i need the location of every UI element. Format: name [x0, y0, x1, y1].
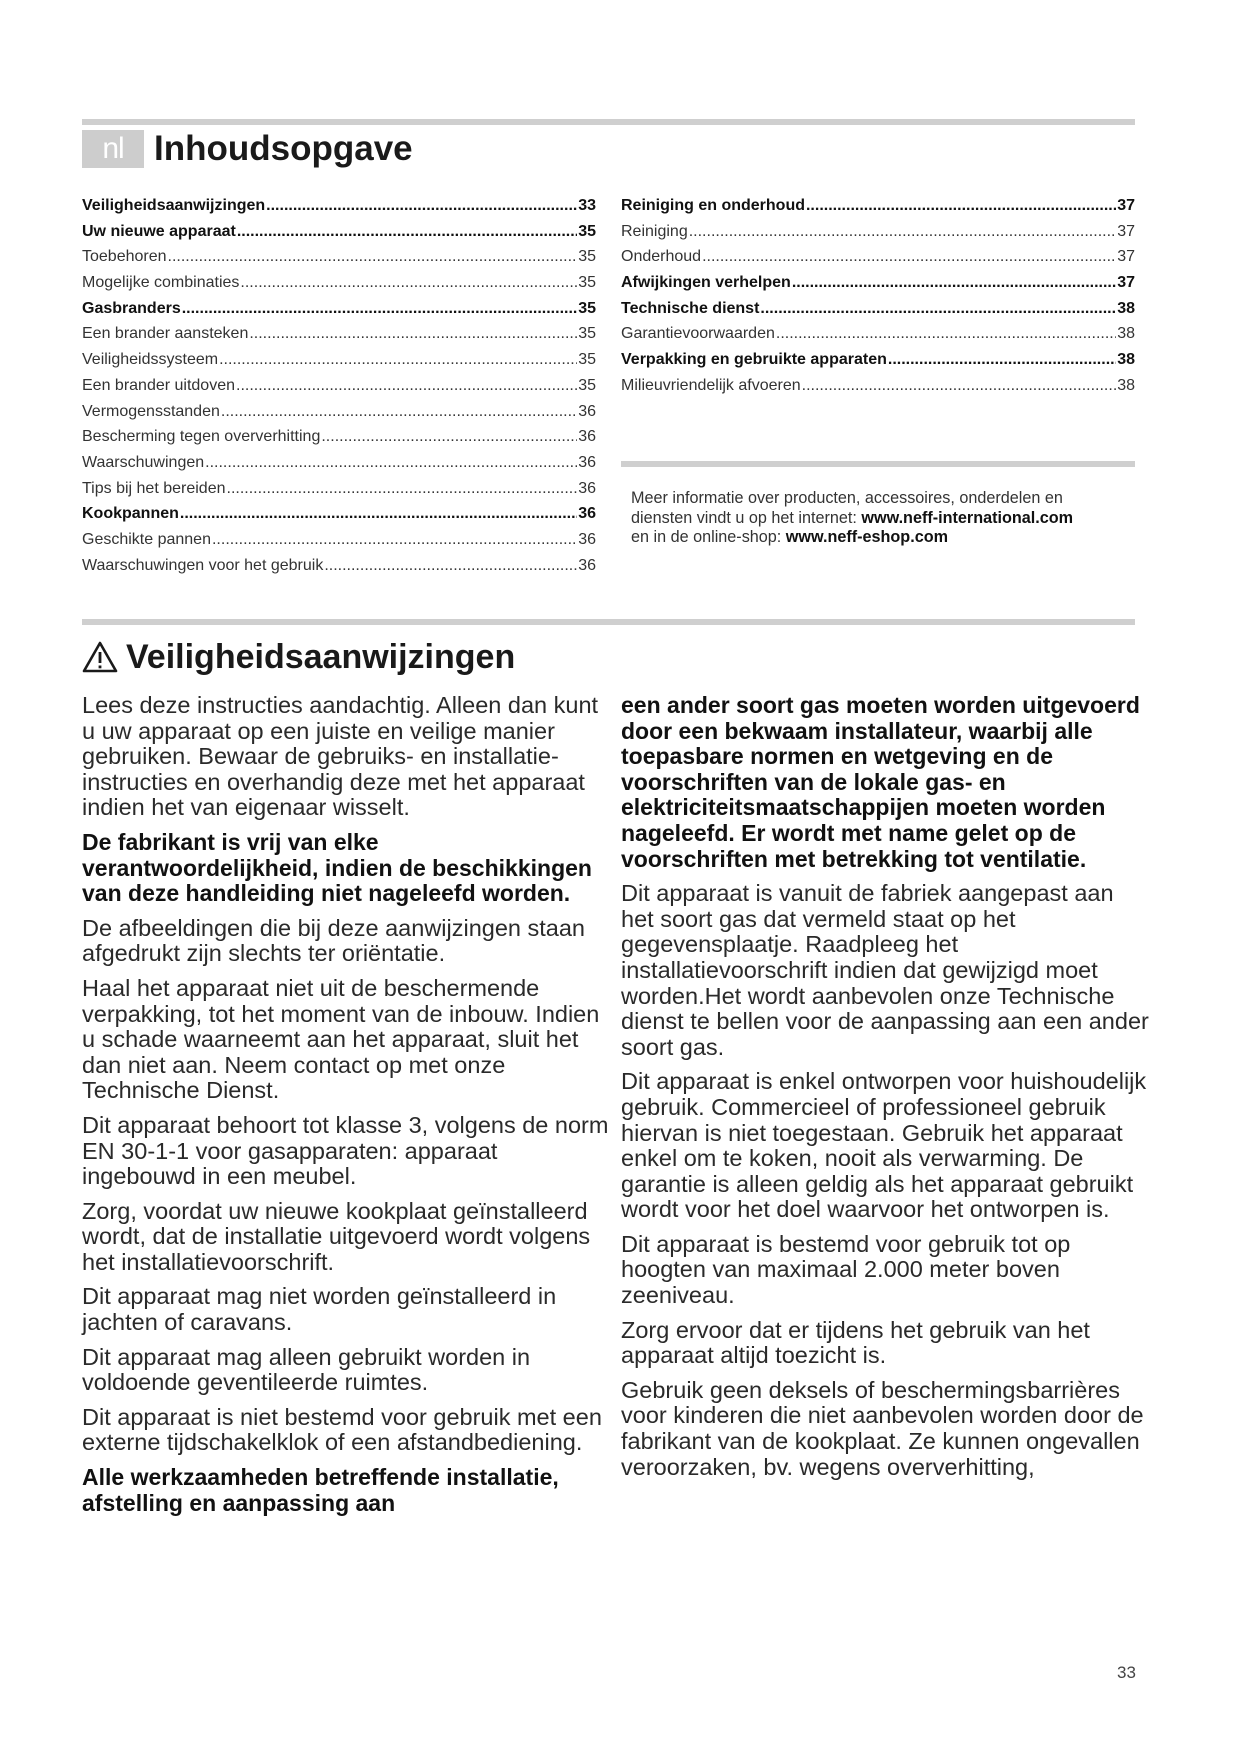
toc-leader-dots [205, 450, 577, 476]
toc-entry-title: Bescherming tegen oververhitting [82, 428, 321, 446]
toc-entry-title: Mogelijke combinaties [82, 274, 240, 292]
toc-leader-dots [219, 347, 577, 373]
toc-leader-dots [792, 270, 1116, 296]
toc-entry-title: Uw nieuwe apparaat [82, 222, 236, 240]
toc-entry[interactable] [621, 193, 1135, 219]
toc-entry-page: 36 [578, 505, 596, 523]
toc-entry[interactable] [82, 527, 596, 553]
toc-entry-page: 35 [578, 248, 596, 266]
toc-leader-dots [689, 219, 1116, 245]
toc-entry[interactable] [621, 321, 1135, 347]
toc-entry[interactable] [82, 219, 596, 245]
toc-entry-title: Reiniging [621, 222, 688, 240]
toc-leader-dots [168, 244, 578, 270]
body-paragraph: Zorg ervoor dat er tijdens het gebruik van het apparaat altijd toezicht is. [621, 1316, 1090, 1369]
toc-entry[interactable] [621, 296, 1135, 322]
toc-entry-title: Vermogensstanden [82, 402, 220, 420]
toc-leader-dots [221, 399, 577, 425]
toc-entry-title: Garantievoorwaarden [621, 325, 775, 343]
body-right-column [621, 693, 1151, 1489]
toc-leader-dots [249, 321, 577, 347]
toc-leader-dots [266, 193, 577, 219]
body-paragraph: Dit apparaat behoort tot klasse 3, volgens de norm EN 30-1-1 voor gasapparaten: apparaat ingebouwd in een meubel. [82, 1111, 609, 1190]
toc-leader-dots [182, 296, 577, 322]
toc-entry-page: 37 [1117, 222, 1135, 240]
toc-left-column [82, 193, 596, 578]
toc-entry-page: 36 [578, 428, 596, 446]
toc-entry-page: 35 [578, 325, 596, 343]
toc-entry-page: 33 [578, 197, 596, 214]
toc-entry-title: Technische dienst [621, 299, 760, 317]
toc-entry-title: Onderhoud [621, 248, 702, 266]
section-rule [82, 619, 1135, 625]
body-paragraph: Alle werkzaamheden betreffende installatie, afstelling en aanpassing aan [82, 1464, 559, 1516]
body-paragraph: De afbeeldingen die bij deze aanwijzingen staan afgedrukt zijn slechts ter oriëntatie. [82, 914, 586, 967]
body-left-column [82, 693, 612, 1525]
toc-entry-title: Waarschuwingen voor het gebruik [82, 556, 324, 574]
info-line-2-text: diensten vindt u op het internet: [631, 508, 862, 527]
toc-entry[interactable] [621, 347, 1135, 373]
toc-entry-page: 38 [1117, 376, 1135, 394]
toc-entry-title: Toebehoren [82, 248, 167, 266]
toc-leader-dots [802, 373, 1117, 399]
body-paragraph: Dit apparaat is bestemd voor gebruik tot op hoogten van maximaal 2.000 meter boven zeeniveau. [621, 1230, 1071, 1309]
toc-entry-page: 36 [578, 556, 596, 574]
website-link[interactable]: www.neff-international.com [861, 508, 1074, 527]
toc-leader-dots [240, 270, 577, 296]
body-paragraph: Zorg, voordat uw nieuwe kookplaat geïnstalleerd wordt, dat de installatie uitgevoerd wordt volgens het installatievoorschrift. [82, 1197, 591, 1275]
info-block [631, 489, 1151, 548]
toc-entry-title: Milieuvriendelijk afvoeren [621, 376, 801, 394]
toc-entry-title: Reiniging en onderhoud [621, 197, 805, 214]
toc-entry-title: Geschikte pannen [82, 530, 211, 548]
toc-entry[interactable] [82, 193, 596, 219]
warning-triangle-icon [82, 641, 118, 673]
toc-entry[interactable] [621, 219, 1135, 245]
info-line-1: Meer informatie over producten, accessoires, onderdelen en [631, 489, 1063, 507]
toc-entry-title: Kookpannen [82, 505, 179, 523]
toc-entry[interactable] [82, 270, 596, 296]
toc-entry-page: 37 [1117, 248, 1135, 266]
body-paragraph: een ander soort gas moeten worden uitgevoerd door een bekwaam installateur, waarbij alle toepasbare normen en wetgeving en de voorschriften van de lokale gas- en elektriciteitsmaatschappijen moeten worden nageleefd. Er wordt met name gelet op de voorschriften met betrekking tot ventilatie. [621, 692, 1140, 872]
toc-entry[interactable] [82, 244, 596, 270]
toc-entry[interactable] [82, 296, 596, 322]
section-title-text: Veiligheidsaanwijzingen [126, 638, 516, 676]
toc-entry-page: 35 [578, 299, 596, 317]
toc-entry-page: 38 [1117, 325, 1135, 343]
toc-entry[interactable] [82, 424, 596, 450]
toc-leader-dots [888, 347, 1116, 373]
toc-leader-dots [702, 244, 1116, 270]
toc-entry-title: Veiligheidssysteem [82, 351, 219, 369]
toc-entry-title: Waarschuwingen [82, 453, 205, 471]
toc-entry-page: 36 [578, 530, 596, 548]
body-paragraph: Dit apparaat is enkel ontworpen voor huishoudelijk gebruik. Commercieel of professioneel gebruik hiervan is niet toegestaan. Gebruik het apparaat enkel om te koken, nooit als verwarming. De garantie is alleen geldig als het apparaat gebruikt wordt voor het doel waarvoor het ontworpen is. [621, 1068, 1147, 1223]
toc-entry[interactable] [82, 450, 596, 476]
toc-leader-dots [212, 527, 577, 553]
toc-entry[interactable] [82, 347, 596, 373]
toc-entry-page: 38 [1117, 351, 1135, 369]
top-rule [82, 119, 1135, 125]
toc-entry-page: 36 [578, 453, 596, 471]
toc-entry-page: 36 [578, 479, 596, 497]
toc-entry[interactable] [82, 501, 596, 527]
info-line-3-text: en in de online-shop: [631, 528, 786, 546]
toc-leader-dots [324, 553, 577, 579]
body-paragraph: Haal het apparaat niet uit de beschermende verpakking, tot het moment van de inbouw. Indien u schade waarneemt aan het apparaat, sluit het dan niet aan. Neem contact op met onze Technische Dienst. [82, 974, 600, 1104]
toc-entry-title: Afwijkingen verhelpen [621, 274, 791, 292]
toc-entry[interactable] [82, 553, 596, 579]
body-paragraph: Dit apparaat is niet bestemd voor gebruik met een externe tijdschakelklok of een afstandbediening. [82, 1403, 602, 1456]
toc-leader-dots [806, 193, 1116, 219]
toc-leader-dots [236, 373, 577, 399]
page-number: 33 [1117, 1663, 1136, 1682]
info-rule [621, 461, 1135, 467]
toc-leader-dots [776, 321, 1116, 347]
toc-entry[interactable] [82, 399, 596, 425]
toc-entry[interactable] [82, 476, 596, 502]
body-paragraph: Dit apparaat mag niet worden geïnstalleerd in jachten of caravans. [82, 1283, 557, 1336]
toc-entry-page: 38 [1117, 299, 1135, 317]
toc-entry-page: 35 [578, 222, 596, 240]
toc-leader-dots [321, 424, 577, 450]
toc-entry-title: Gasbranders [82, 299, 181, 317]
section-title [82, 636, 515, 678]
eshop-link[interactable]: www.neff-eshop.com [785, 528, 948, 546]
toc-leader-dots [227, 476, 578, 502]
language-badge: nl [82, 130, 144, 168]
toc-entry[interactable] [82, 321, 596, 347]
toc-entry-page: 36 [578, 402, 596, 420]
toc-entry[interactable] [621, 244, 1135, 270]
page-title: Inhoudsopgave [154, 129, 413, 168]
toc-entry[interactable] [621, 373, 1135, 399]
toc-entry-title: Verpakking en gebruikte apparaten [621, 351, 887, 369]
toc-leader-dots [237, 219, 577, 245]
toc-entry-title: Een brander uitdoven [82, 376, 235, 394]
body-paragraph: Dit apparaat mag alleen gebruikt worden in voldoende geventileerde ruimtes. [82, 1343, 531, 1396]
toc-entry-page: 35 [578, 274, 596, 292]
toc-right-column [621, 193, 1135, 399]
toc-entry-title: Tips bij het bereiden [82, 479, 226, 497]
toc-entry-page: 37 [1117, 197, 1135, 214]
body-paragraph: Gebruik geen deksels of beschermingsbarrières voor kinderen die niet aanbevolen worden door de fabrikant van de kookplaat. Ze kunnen ongevallen veroorzaken, bv. wegens oververhitting, [621, 1376, 1144, 1480]
toc-entry[interactable] [82, 373, 596, 399]
body-paragraph: Dit apparaat is vanuit de fabriek aangepast aan het soort gas dat vermeld staat op het gegevensplaatje. Raadpleeg het installatievoorschrift indien dat gewijzigd moet worden.Het wordt aanbevolen onze Technische dienst te bellen voor de aanpassing aan een ander soort gas. [621, 880, 1149, 1060]
toc-entry[interactable] [621, 270, 1135, 296]
toc-entry-title: Een brander aansteken [82, 325, 249, 343]
toc-entry-page: 35 [578, 351, 596, 369]
toc-entry-page: 35 [578, 376, 596, 394]
body-paragraph: De fabrikant is vrij van elke verantwoordelijkheid, indien de beschikkingen van deze handleiding niet nageleefd worden. [82, 828, 592, 907]
toc-entry-page: 37 [1117, 274, 1135, 292]
toc-leader-dots [760, 296, 1116, 322]
toc-leader-dots [180, 501, 577, 527]
body-paragraph: Lees deze instructies aandachtig. Alleen dan kunt u uw apparaat op een juiste en veilige manier gebruiken. Bewaar de gebruiks- en installatie-instructies en overhandig deze met het apparaat indien het van eigenaar wisselt. [82, 692, 599, 821]
toc-entry-title: Veiligheidsaanwijzingen [82, 197, 266, 214]
